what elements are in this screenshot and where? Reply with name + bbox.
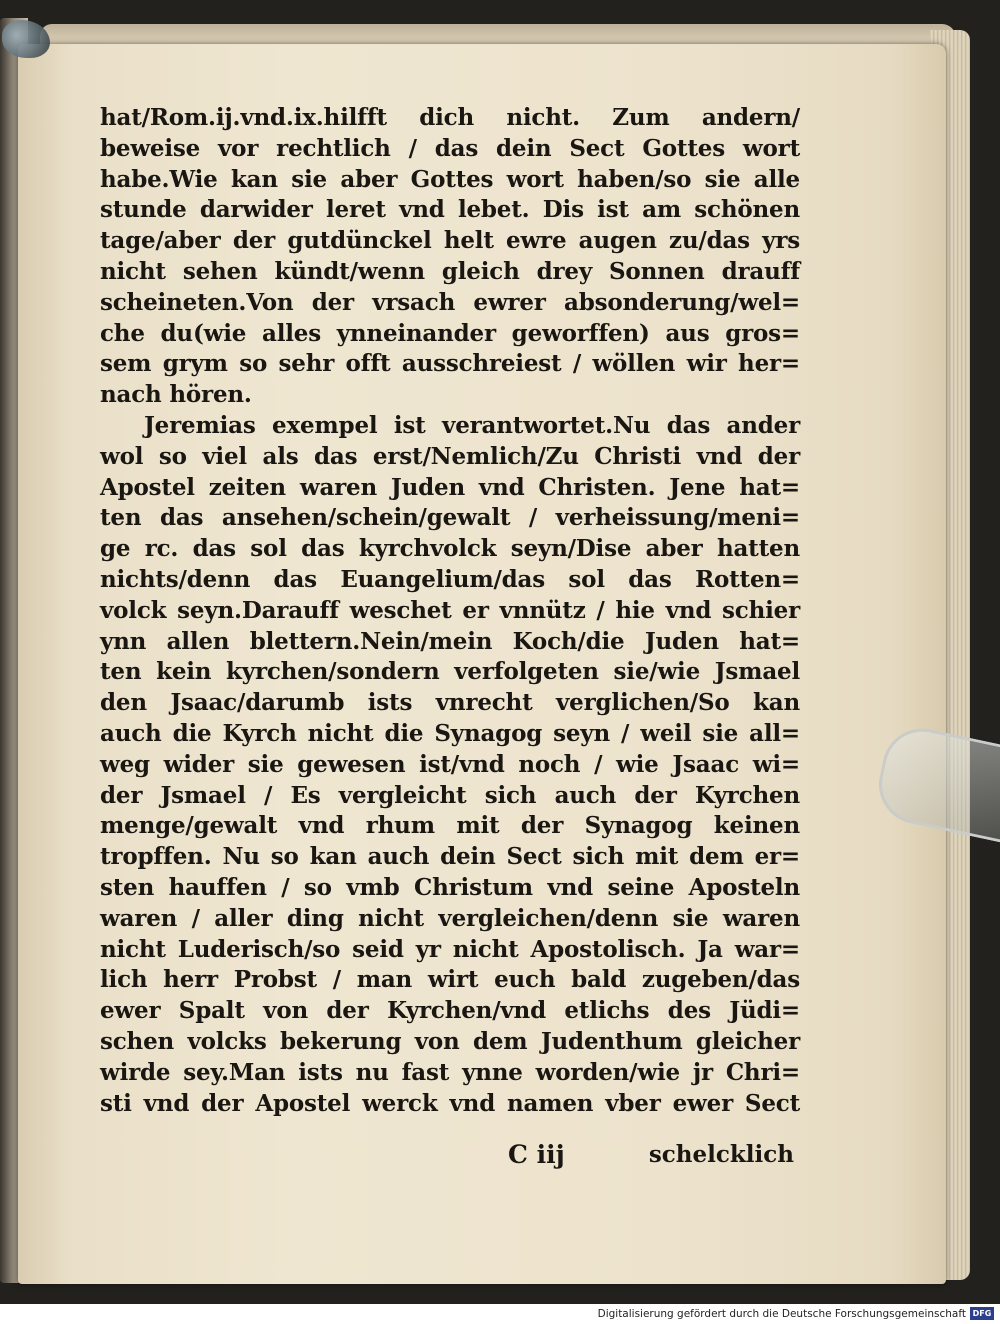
text-line: tage/aber der gutdünckel helt ewre augen zu/das yrs bbox=[100, 227, 800, 255]
text-line: ewer Spalt von der Kyrchen/vnd etlichs des Jüdi= bbox=[100, 997, 800, 1025]
text-line: nicht Luderisch/so seid yr nicht Apostolisch. Ja war= bbox=[100, 935, 800, 963]
text-line: wirde sey.Man ists nu fast ynne worden/wie jr Chri= bbox=[100, 1058, 800, 1086]
text-line: ten das ansehen/schein/gewalt / verheissung/meni= bbox=[100, 504, 800, 532]
text-line: menge/gewalt vnd rhum mit der Synagog keinen bbox=[100, 812, 800, 840]
text-line: nach hören. bbox=[100, 381, 252, 409]
page-footer-line bbox=[100, 1138, 800, 1172]
text-line: schen volcks bekerung von dem Judenthum gleicher bbox=[100, 1027, 800, 1055]
text-line: ten kein kyrchen/sondern verfolgeten sie/wie Jsmael bbox=[100, 658, 800, 686]
text-line: Apostel zeiten waren Juden vnd Christen. Jene hat= bbox=[100, 473, 800, 501]
text-line: scheineten.Von der vrsach ewrer absonderung/wel= bbox=[100, 288, 800, 316]
text-line: stunde darwider leret vnd lebet. Dis ist am schönen bbox=[100, 196, 800, 224]
funding-credit: Digitalisierung gefördert durch die Deutsche Forschungsgemeinschaft bbox=[597, 1308, 966, 1320]
credit-bar bbox=[0, 1304, 1000, 1324]
text-line: den Jsaac/darumb ists vnrecht verglichen/So kan bbox=[100, 689, 800, 717]
text-line: sti vnd der Apostel werck vnd namen vber ewer Sect bbox=[100, 1089, 800, 1117]
text-line: hat/Rom.ij.vnd.ix.hilfft dich nicht. Zum andern/ bbox=[100, 104, 800, 131]
binding-clasp-icon bbox=[2, 20, 50, 58]
text-line: waren / aller ding nicht vergleichen/denn sie waren bbox=[100, 904, 800, 932]
text-line: der Jsmael / Es vergleicht sich auch der Kyrchen bbox=[100, 781, 800, 809]
text-line: Jeremias exempel ist verantwortet.Nu das ander bbox=[144, 411, 800, 439]
text-line: sem grym so sehr offt ausschreiest / wöllen wir her= bbox=[100, 350, 800, 378]
text-line: tropffen. Nu so kan auch dein Sect sich mit dem er= bbox=[100, 843, 800, 871]
page-text-block bbox=[100, 103, 800, 1119]
text-line: habe.Wie kan sie aber Gottes wort haben/so sie alle bbox=[100, 165, 800, 193]
text-line: ynn allen blettern.Nein/mein Koch/die Juden hat= bbox=[100, 627, 800, 655]
catchword: schelcklich bbox=[648, 1141, 794, 1168]
text-line: ge rc. das sol das kyrchvolck seyn/Dise aber hatten bbox=[100, 535, 800, 563]
text-line: nicht sehen kündt/wenn gleich drey Sonnen drauff bbox=[100, 257, 800, 285]
signature-mark: C iij bbox=[508, 1140, 565, 1169]
text-line: weg wider sie gewesen ist/vnd noch / wie Jsaac wi= bbox=[100, 750, 800, 778]
text-line: che du(wie alles ynneinander geworffen) aus gros= bbox=[100, 319, 800, 347]
dfg-logo-icon: DFG bbox=[970, 1307, 994, 1320]
text-line: auch die Kyrch nicht die Synagog seyn / weil sie all= bbox=[100, 719, 800, 747]
text-line: volck seyn.Darauff weschet er vnnütz / hie vnd schier bbox=[100, 596, 800, 624]
text-line: lich herr Probst / man wirt euch bald zugeben/das bbox=[100, 966, 800, 994]
text-line: wol so viel als das erst/Nemlich/Zu Christi vnd der bbox=[100, 442, 800, 470]
text-line: beweise vor rechtlich / das dein Sect Gottes wort bbox=[100, 134, 800, 162]
text-line: sten hauffen / so vmb Christum vnd seine Aposteln bbox=[100, 873, 800, 901]
text-line: nichts/denn das Euangelium/das sol das Rotten= bbox=[100, 565, 800, 593]
